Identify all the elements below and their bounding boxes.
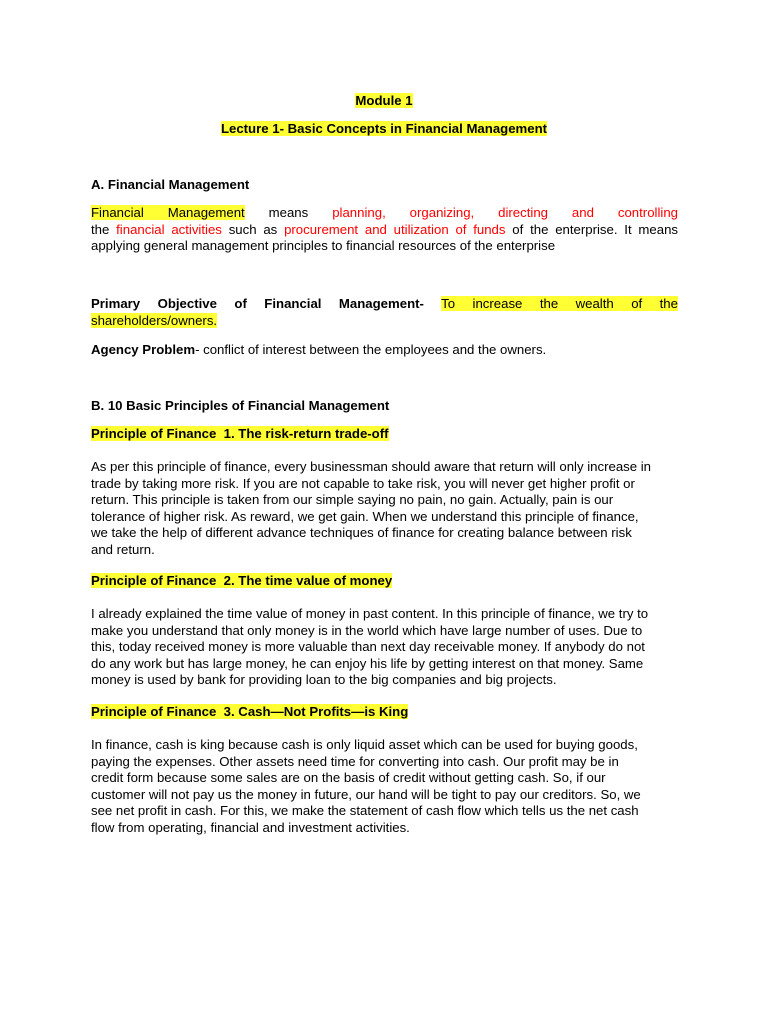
paragraph-line: see net profit in cash. For this, we make the statement of cash flow which tells us the net cash: [91, 803, 639, 819]
paragraph-line: make you understand that only money is in the world which have large number of uses. Due to: [91, 622, 643, 638]
financial-management-definition: [91, 205, 678, 255]
paragraph-line: In finance, cash is king because cash is only liquid asset which can be used for buying goods,: [91, 737, 638, 752]
section-b-heading: B. 10 Basic Principles of Financial Management: [91, 398, 390, 413]
paragraph-line: return. This principle is taken from our simple saying no pain, no gain. Actually, pain is our: [91, 492, 614, 508]
paragraph-line: do any work but has large money, he can enjoy his life by getting interest on that money. Same: [91, 655, 644, 671]
paragraph-line: paying the expenses. Other assets need time for converting into cash. Our profit may be in: [91, 753, 619, 769]
paragraph-line: tolerance of higher risk. As reward, we get gain. When we understand this principle of finance,: [91, 508, 639, 524]
paragraph-line: we take the help of different advance techniques of finance for creating balance between risk: [91, 525, 632, 541]
paragraph-line: this, today received money is more valuable than next day receivable money. If anybody do not: [91, 639, 645, 655]
principle-2-heading: Principle of Finance 2. The time value of money: [91, 573, 393, 588]
lecture-title: Lecture 1- Basic Concepts in Financial Management: [220, 121, 548, 136]
paragraph-line: and return.: [91, 541, 155, 557]
principle-3-paragraph: [91, 737, 691, 837]
paragraph-line: flow from operating, financial and investment activities.: [91, 819, 410, 835]
primary-objective-line-1: Primary Objective of Financial Management- To increase the wealth of the: [91, 296, 678, 311]
paragraph-line: customer will not pay us the money in future, our hand will be tight to pay our creditors. So, we: [91, 786, 641, 802]
principle-3-heading: Principle of Finance 3. Cash—Not Profits—is King: [91, 704, 409, 719]
definition-line-1: Financial Management means planning, organizing, directing and controlling: [91, 205, 678, 220]
paragraph-line: I already explained the time value of money in past content. In this principle of finance, we try to: [91, 606, 649, 621]
module-title: Module 1: [355, 93, 413, 108]
principle-1-heading: Principle of Finance 1. The risk-return trade-off: [91, 426, 389, 441]
paragraph-line: credit form because some sales are on the basis of credit without getting cash. So, if our: [91, 770, 606, 786]
principle-1-paragraph: [91, 459, 691, 559]
definition-line-2: the financial activities such as procurement and utilization of funds of the enterprise. It means: [91, 221, 678, 237]
paragraph-line: money is used by bank for providing loan to the big companies and big projects.: [91, 672, 557, 688]
primary-objective-line-2: shareholders/owners.: [91, 312, 218, 328]
paragraph-line: As per this principle of finance, every businessman should aware that return will only increase in: [91, 459, 652, 474]
definition-line-3: applying general management principles to financial resources of the enterprise: [91, 238, 556, 254]
section-a-heading: A. Financial Management: [91, 177, 250, 192]
paragraph-line: trade by taking more risk. If you are not capable to take risk, you will never get higher profit or: [91, 475, 635, 491]
primary-objective: [91, 296, 678, 329]
agency-problem: Agency Problem- conflict of interest between the employees and the owners.: [91, 342, 547, 357]
principle-2-paragraph: [91, 606, 691, 689]
